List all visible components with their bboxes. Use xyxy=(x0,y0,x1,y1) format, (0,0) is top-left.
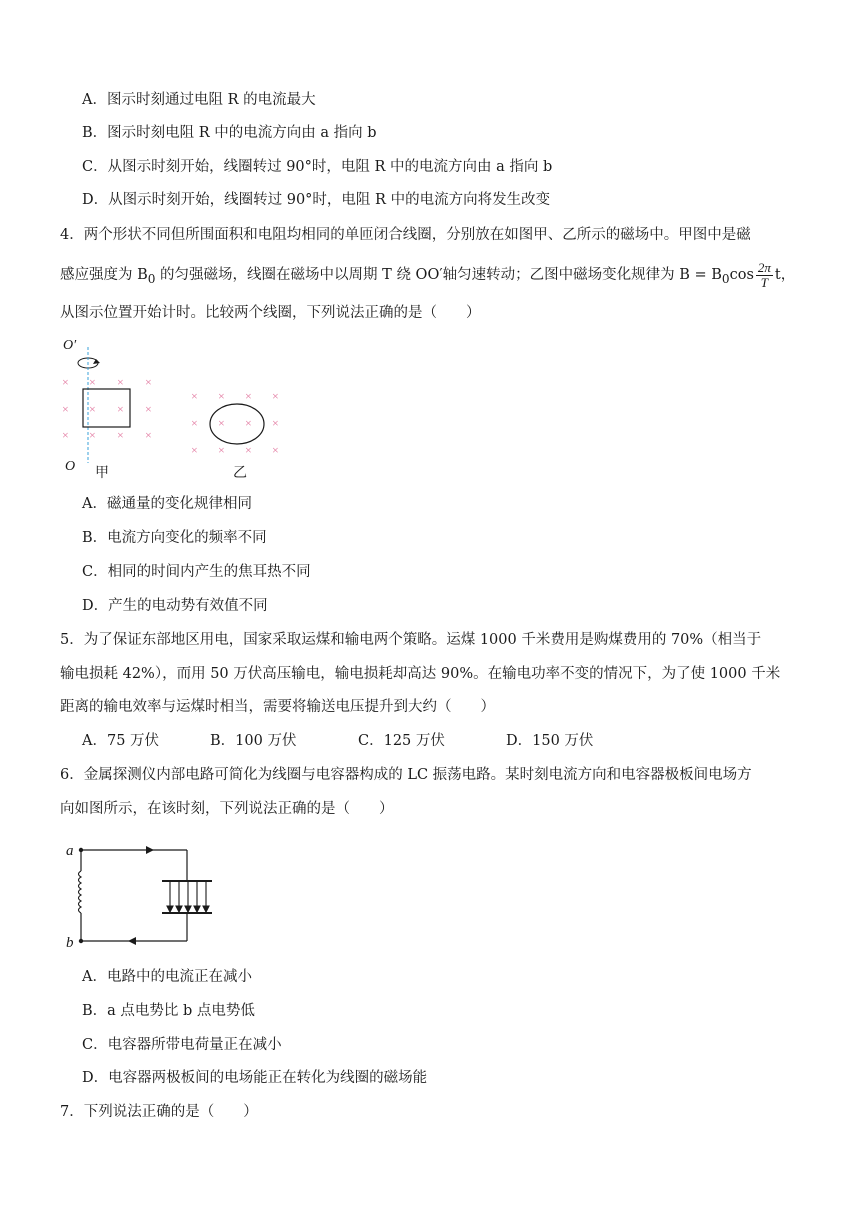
q5-stem-line2: 输电损耗 42%），而用 50 万伏高压输电，输电损耗却高达 90%。在输电功率不变的情况下，为了使 1000 千米 xyxy=(60,666,781,682)
svg-text:×: × xyxy=(218,416,225,430)
q4-option-d: D．产生的电动势有效值不同 xyxy=(82,598,268,614)
svg-text:×: × xyxy=(89,375,96,389)
fig-label-o: O xyxy=(65,459,76,474)
svg-text:×: × xyxy=(117,402,124,416)
q4-stem-line1: 4．两个形状不同但所围面积和电阻均相同的单匝闭合线圈，分别放在如图甲、乙所示的磁场中。甲图中是磁 xyxy=(60,227,751,243)
q4-stem-line2 xyxy=(60,258,795,296)
svg-text:×: × xyxy=(245,443,252,457)
q3-option-c: C．从图示时刻开始，线圈转过 90°时，电阻 R 中的电流方向由 a 指向 b xyxy=(82,159,553,175)
q4-figure xyxy=(55,335,295,485)
magnetic-field-x-marks-jia xyxy=(62,375,152,442)
q4-line2-end: t， xyxy=(774,267,796,283)
q3-option-a: A．图示时刻通过电阻 R 的电流最大 xyxy=(82,92,316,108)
current-arrow-bottom-icon xyxy=(128,937,136,945)
fig-yi xyxy=(191,389,279,481)
fig-label-o-prime: O′ xyxy=(63,338,77,353)
q4-line2-cos: cos xyxy=(729,267,754,283)
svg-text:×: × xyxy=(272,443,279,457)
svg-text:×: × xyxy=(218,389,225,403)
svg-text:×: × xyxy=(272,416,279,430)
inductor-coil-icon xyxy=(79,871,82,913)
magnetic-field-x-marks-yi xyxy=(191,389,279,457)
q3-option-b: B．图示时刻电阻 R 中的电流方向由 a 指向 b xyxy=(82,125,377,141)
q4-fraction xyxy=(756,261,773,290)
svg-text:×: × xyxy=(62,402,69,416)
svg-text:×: × xyxy=(191,389,198,403)
lc-circuit-figure xyxy=(62,835,232,955)
fig-label-yi: 乙 xyxy=(233,466,247,481)
q4-option-a: A．磁通量的变化规律相同 xyxy=(82,496,252,512)
svg-text:×: × xyxy=(245,389,252,403)
fig-label-jia: 甲 xyxy=(95,466,109,481)
q4-frac-num: 2π xyxy=(757,259,771,275)
q4-stem-line3: 从图示位置开始计时。比较两个线圈，下列说法正确的是（ ） xyxy=(60,305,481,321)
svg-text:×: × xyxy=(191,416,198,430)
rotation-arrowhead-icon xyxy=(93,359,100,364)
q5-stem-line1: 5．为了保证东部地区用电，国家采取运煤和输电两个策略。运煤 1000 千米费用是购煤费用的 70%（相当于 xyxy=(60,632,762,648)
svg-text:×: × xyxy=(145,428,152,442)
svg-text:×: × xyxy=(245,416,252,430)
q4-line2-part2: 的匀强磁场，线圈在磁场中以周期 T 绕 OO′轴匀速转动；乙图中磁场变化规律为 B = B xyxy=(155,267,722,283)
q5-choice-a: A．75 万伏 xyxy=(82,733,160,749)
svg-text:×: × xyxy=(272,389,279,403)
current-arrow-top-icon xyxy=(146,846,154,854)
svg-text:×: × xyxy=(218,443,225,457)
electric-field-arrows-icon xyxy=(167,881,209,912)
q4-line2-sub: 0 xyxy=(147,271,156,286)
svg-text:×: × xyxy=(62,375,69,389)
q4-option-c: C．相同的时间内产生的焦耳热不同 xyxy=(82,564,311,580)
q3-option-d: D．从图示时刻开始，线圈转过 90°时，电阻 R 中的电流方向将发生改变 xyxy=(82,192,551,208)
svg-text:×: × xyxy=(191,443,198,457)
svg-text:×: × xyxy=(145,375,152,389)
svg-text:×: × xyxy=(117,375,124,389)
q4-frac-den: T xyxy=(760,274,769,290)
q6-option-d: D．电容器两极板间的电场能正在转化为线圈的磁场能 xyxy=(82,1070,428,1086)
q6-option-a: A．电路中的电流正在减小 xyxy=(82,969,252,985)
q5-choice-b: B．100 万伏 xyxy=(210,733,297,749)
q4-option-b: B．电流方向变化的频率不同 xyxy=(82,530,267,546)
q5-choice-c: C．125 万伏 xyxy=(358,733,445,749)
fig-jia xyxy=(62,338,152,481)
svg-text:×: × xyxy=(89,428,96,442)
q4-line2-sub2: 0 xyxy=(721,271,730,286)
q7-stem-line1: 7．下列说法正确的是（ ） xyxy=(60,1104,258,1120)
svg-text:×: × xyxy=(145,402,152,416)
q6-option-c: C．电容器所带电荷量正在减小 xyxy=(82,1037,282,1053)
svg-text:×: × xyxy=(62,428,69,442)
q6-option-b: B．a 点电势比 b 点电势低 xyxy=(82,1003,255,1019)
svg-text:×: × xyxy=(89,402,96,416)
node-label-a: a xyxy=(66,843,74,859)
q5-choices-row xyxy=(82,731,593,751)
q5-choice-d: D．150 万伏 xyxy=(506,733,594,749)
q4-line2-part1: 感应强度为 B xyxy=(60,267,148,283)
q6-stem-line2: 向如图所示，在该时刻，下列说法正确的是（ ） xyxy=(60,801,394,817)
svg-text:×: × xyxy=(117,428,124,442)
q6-stem-line1: 6．金属探测仪内部电路可简化为线圈与电容器构成的 LC 振荡电路。某时刻电流方向和电容器极板间电场方 xyxy=(60,767,752,783)
q5-stem-line3: 距离的输电效率与运煤时相当，需要将输送电压提升到大约（ ） xyxy=(60,699,495,715)
node-label-b: b xyxy=(66,935,74,951)
